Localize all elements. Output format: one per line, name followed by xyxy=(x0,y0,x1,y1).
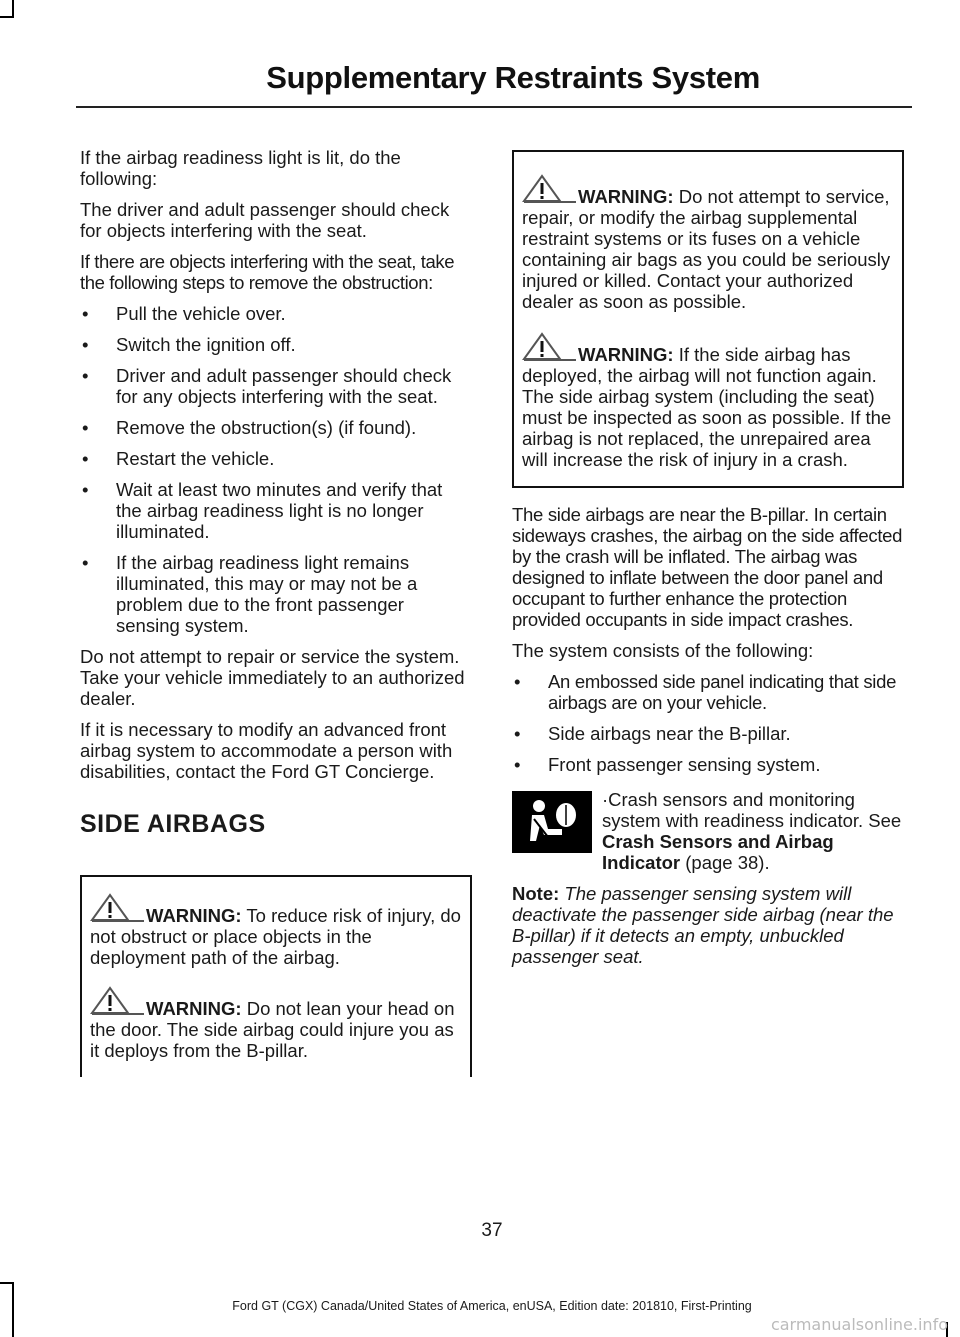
note-paragraph xyxy=(512,883,904,967)
left-column xyxy=(80,147,472,1077)
intro-paragraph: If the airbag readiness light is lit, do the following: xyxy=(80,147,401,189)
header-divider xyxy=(76,106,912,108)
list-item: • Driver and adult passenger should check for any objects interfering with the seat. xyxy=(80,365,472,407)
warning-triangle-icon xyxy=(90,986,146,1016)
warning-label: WARNING: xyxy=(146,905,242,926)
watermark: carmanualsonline.info xyxy=(770,1315,948,1334)
consists-intro-paragraph: The system consists of the following: xyxy=(512,640,814,661)
warning-triangle-icon xyxy=(522,332,578,362)
repair-paragraph: Do not attempt to repair or service the system. Take your vehicle immediately to an authorized dealer. xyxy=(80,646,465,709)
page-title: Supplementary Restraints System xyxy=(266,60,760,95)
page-number: 37 xyxy=(481,1220,503,1241)
list-item: • Remove the obstruction(s) (if found). xyxy=(80,417,472,438)
note-label: Note: xyxy=(512,883,560,904)
crop-mark xyxy=(0,1282,14,1284)
list-item: • An embossed side panel indicating that side airbags are on your vehicle. xyxy=(512,671,904,713)
steps-intro-paragraph: If there are objects interfering with the seat, take the following steps to remove the obstruction: xyxy=(80,251,455,293)
airbag-indicator-icon xyxy=(512,791,592,853)
list-item: • Switch the ignition off. xyxy=(80,334,472,355)
modify-paragraph: If it is necessary to modify an advanced front airbag system to accommodate a person with disabilities, contact the Ford GT Concierge. xyxy=(80,719,453,782)
steps-list xyxy=(80,303,472,636)
components-list xyxy=(512,671,904,775)
list-item: • Side airbags near the B-pillar. xyxy=(512,723,904,744)
warning-label: WARNING: xyxy=(578,344,674,365)
list-item: • If the airbag readiness light remains illuminated, this may or may not be a problem due to the front passenger sensing system. xyxy=(80,552,472,636)
warning-text: To reduce risk of injury, do not obstruct or place objects in the deployment path of the airbag. xyxy=(90,905,461,968)
crop-mark xyxy=(0,16,14,18)
warning-notice xyxy=(90,998,462,1061)
check-paragraph: The driver and adult passenger should check for objects interfering with the seat. xyxy=(80,199,450,241)
crash-sensor-paragraph xyxy=(512,789,904,873)
edition-footer: Ford GT (CGX) Canada/United States of America, enUSA, Edition date: 201810, First-Printing xyxy=(232,1299,752,1313)
crash-sensor-text: ·Crash sensors and monitoring system with readiness indicator. See xyxy=(602,789,902,831)
warning-text: Do not lean your head on the door. The side airbag could injure you as it deploys from the B-pillar. xyxy=(90,998,455,1061)
warning-notice xyxy=(90,905,462,968)
note-text: The passenger sensing system will deactivate the passenger side airbag (near the B-pillar) if it detects an empty, unbuckled passenger seat. xyxy=(512,883,894,967)
warning-label: WARNING: xyxy=(578,186,674,207)
warning-text: Do not attempt to service, repair, or modify the airbag supplemental restraint systems or its fuses on a vehicle containing air bags as you could be seriously injured or killed. Contact your authorized dealer as soon as possible. xyxy=(522,186,891,312)
location-paragraph: The side airbags are near the B-pillar. In certain sideways crashes, the airbag on the side affected by the crash will be inflated. The airbag was designed to inflate between the door panel and occupant to further enhance the protection provided occupants in side impact crashes. xyxy=(512,504,903,630)
list-item: • Pull the vehicle over. xyxy=(80,303,472,324)
page-reference: (page 38). xyxy=(680,852,770,873)
right-column xyxy=(512,150,904,977)
crash-sensor-link[interactable]: Crash Sensors and Airbag Indicator xyxy=(602,831,834,873)
warning-triangle-icon xyxy=(522,174,578,204)
list-item: • Restart the vehicle. xyxy=(80,448,472,469)
warning-box xyxy=(80,875,472,1077)
list-item: • Wait at least two minutes and verify that the airbag readiness light is no longer illuminated. xyxy=(80,479,472,542)
warning-triangle-icon xyxy=(90,893,146,923)
warning-text: If the side airbag has deployed, the airbag will not function again. The side airbag system (including the seat) must be inspected as soon as possible. If the airbag is not replaced, the unrepaired area will increase the risk of injury in a crash. xyxy=(522,344,892,470)
warning-notice xyxy=(522,186,894,312)
list-item: • Front passenger sensing system. xyxy=(512,754,904,775)
warning-label: WARNING: xyxy=(146,998,242,1019)
warning-notice xyxy=(522,344,894,470)
warning-box xyxy=(512,150,904,488)
section-heading: SIDE AIRBAGS xyxy=(80,810,266,838)
